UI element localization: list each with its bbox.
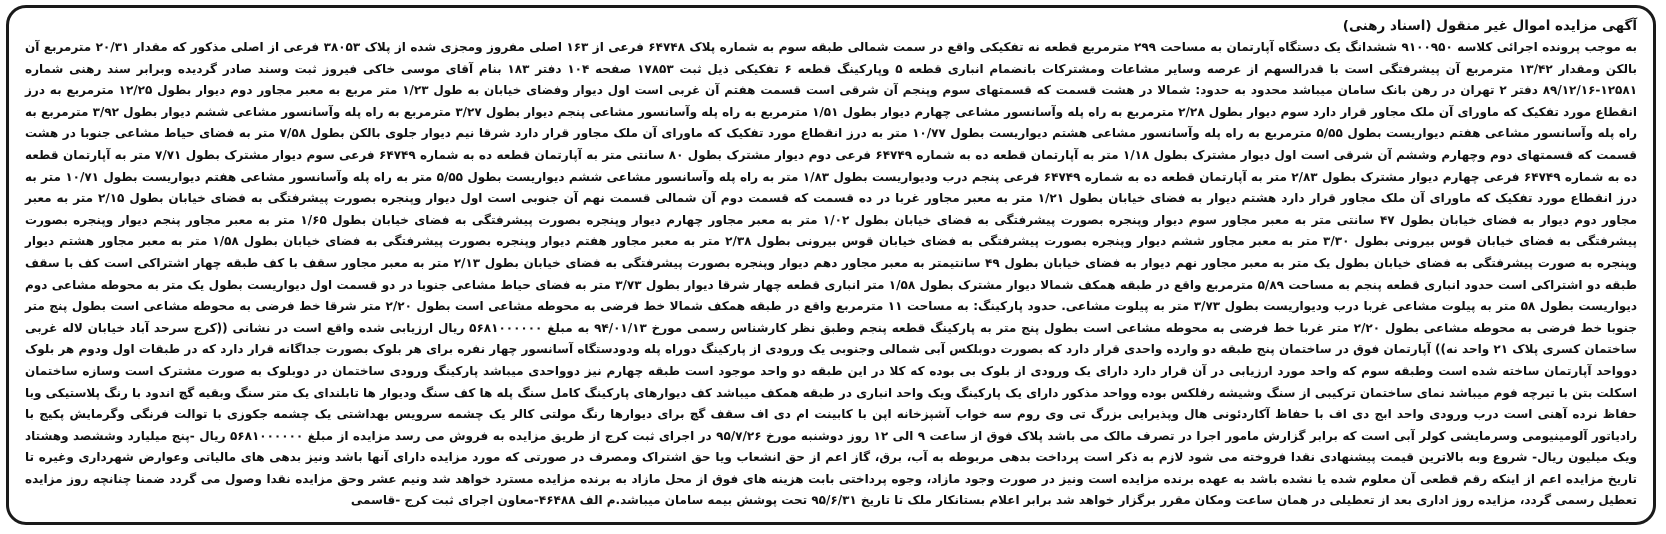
notice-body: به موجب پرونده اجرائی کلاسه ۹۱۰۰۹۵۰ ششدانگ یک دستگاه آپارتمان به مساحت ۲۹۹ مترمربع قطعه نه تفکیکی واقع در سمت شمالی طبقه سوم به شماره پلاک ۶۴۷۴۸ فرعی از ۱۶۳ اصلی مفروز ومجزی شده از پلاک ۳۸۰۵۳ فرعی از اصلی مذکور که مقدار ۲۰/۳۱ مترمربع آن بالکن ومقدار ۱۳/۴۲ مترمربع آن پیشرفتگی است با قدرالسهم از عرصه وسایر مشاعات ومشترکات بانضمام انباری قطعه ۵ وپارکینگ قطعه ۶ تفکیکی ذیل ثبت ۱۷۸۵۳ صفحه ۱۰۴ دفتر ۱۸۳ بنام آقای موسی خاکی فیروز ثبت وسند صادر گردیده وبرابر سند رهنی شماره ۱۲۵۸۱-۸۹/۱۲/۱۶ دفتر ۲ تهران در رهن بانک سامان میباشد محدود به حدود: شمالا در هشت قسمت که قسمتهای سوم وپنجم آن شرقی است قسمت هفتم آن غربی است اول دیوار وفضای خیابان به طول ۱/۲۳ متر مربع به معبر مجاور دوم دیوار بطول ۱۲/۲۵ مترمربع به درز انقطاع مورد تفکیک که ماورای آن ملک مجاور قرار دارد سوم دیوار بطول ۲/۲۸ مترمربع به راه پله وآسانسور مشاعی چهارم دیوار بطول ۱/۵۱ مترمربع به راه پله وآسانسور مشاعی پنجم دیوار بطول ۳/۲۷ مترمربع به راه پله وآسانسور مشاعی ششم دیوار بطول ۳/۹۲ مترمربع به راه پله وآسانسور مشاعی هفتم دیواریست بطول ۵/۵۵ مترمربع به راه پله وآسانسور مشاعی هشتم دیواریست بطول ۱۰/۷۷ متر به درز انقطاع مورد تفکیک که ماورای آن ملک مجاور قرار دارد شرقا نیم دیوار جلوی بالکن بطول ۷/۵۸ متر به فضای حیاط مشاعی جنوبا در هشت قسمت که قسمتهای دوم وچهارم وششم آن شرقی است اول دیوار مشترک بطول ۱/۱۸ متر به آپارتمان قطعه ده به شماره ۶۴۷۴۹ فرعی دوم دیوار مشترک بطول ۸۰ سانتی متر به آپارتمان قطعه ده به شماره ۶۴۷۴۹ فرعی سوم دیوار مشترک بطول ۷/۷۱ متر به آپارتمان قطعه ده به شماره ۶۴۷۴۹ فرعی چهارم دیوار مشترک بطول ۲/۸۳ متر به آپارتمان قطعه ده به شماره ۶۴۷۴۹ فرعی پنجم درب ودیواریست بطول ۱/۸۳ متر به راه پله وآسانسور مشاعی ششم دیواریست بطول ۵/۵۵ متر به راه پله وآسانسور مشاعی هفتم دیواریست بطول ۱۰/۷۱ متر به درز انقطاع مورد تفکیک که ماورای آن ملک مجاور قرار دارد هشتم دیوار به فضای خیابان بطول ۱/۲۱ متر به معبر مجاور غربا در ده قسمت که قسمت دوم آن شمالی قسمت نهم آن جنوبی است اول دیوار وپنجره بصورت پیشرفتگی به فضای خیابان بطول ۲/۱۵ متر به معبر مجاور دوم دیوار به فضای خیابان بطول ۴۷ سانتی متر به معبر مجاور سوم دیوار وپنجره بصورت پیشرفتگی به فضای خیابان بطول ۱/۰۲ متر به معبر مجاور چهارم دیوار وپنجره بصورت پیشرفتگی به فضای خیابان بطول ۱/۶۵ متر به معبر مجاور پنجم دیوار وپنجره بصورت پیشرفتگی به فضای خیابان قوس بیرونی بطول ۳/۳۰ متر به معبر مجاور ششم دیوار وپنجره بصورت پیشرفتگی به فضای خیابان قوس بیرونی بطول ۲/۳۸ متر به معبر مجاور هفتم دیوار وپنجره بصورت پیشرفتگی به فضای خیابان بطول ۱/۵۸ متر به معبر مجاور هشتم دیوار وپنجره به صورت پیشرفتگی به فضای خیابان بطول یک متر به معبر مجاور نهم دیوار به فضای خیابان بطول ۴۹ سانتیمتر به معبر مجاور دهم دیوار وپنجره بصورت پیشرفتگی به فضای خیابان بطول ۲/۱۳ متر به معبر مجاور سقف با کف طبقه چهار اشتراکی است کف با سقف طبقه دو اشتراکی است حدود انباری قطعه پنجم به مساحت ۵/۸۹ مترمربع واقع در طبقه همکف شمالا دیوار مشترک بطول ۱/۵۸ متر انباری قطعه چهار شرقا دیوار بطول ۳/۷۳ متر به فضای حیاط مشاعی جنوبا در دو قسمت اول دیواریست بطول یک متر به محوطه مشاعی دوم دیواریست بطول ۵۸ متر به پیلوت مشاعی غربا درب ودیواریست بطول ۳/۷۳ متر به پیلوت مشاعی. حدود پارکینگ: به مساحت ۱۱ مترمربع واقع در طبقه همکف شمالا خط فرضی به محوطه مشاعی است بطول ۲/۲۰ متر شرقا خط فرضی به محوطه مشاعی است بطول پنج متر جنوبا خط فرضی به محوطه مشاعی بطول ۲/۲۰ متر غربا خط فرضی به محوطه مشاعی است بطول پنج متر به پارکینگ قطعه پنجم وطبق نظر کارشناس رسمی مورخ ۹۴/۰۱/۱۳ به مبلغ ۵۶۸۱۰۰۰۰۰۰ ریال ارزیابی شده واقع است در نشانی ((کرج سرحد آباد خیابان لاله غربی ساختمان کسری پلاک ۲۱ واحد نه)) آپارتمان فوق در ساختمان پنج طبقه دو وارده واحدی قرار دارد که بصورت دوبلکس آبی شمالی وجنوبی یک ورودی از پارکینگ دوراه پله ودودستگاه آسانسور چهار نفره برای هر بلوک بصورت جداگانه قرار دارد که در طبقات اول ودوم هر بلوک دوواحد آپارتمان ساخته شده است وطبقه سوم که واحد مورد ارزیابی در آن قرار دارد دارای یک ورودی از بلوک بی بوده که کلا در این طبقه دو واحد موجود است طبقه چهارم نیز دوواحدی میباشد پارکینگ ورودی ساختمان در دوبلوک به صورت مشترک است وسازه ساختمان اسکلت بتن با تیرچه فوم میباشد نمای ساختمان ترکیبی از سنگ وشیشه رفلکس بوده وواحد مذکور دارای یک پارکینگ ویک واحد انباری در طبقه همکف میباشد کف دیوارهای پارکینگ کامل سنگ پله ها کف سنگ ودیوار ها تابلندای یک متر سنگ وبقیه گچ اندود با رنگ پلاستیکی وبا حفاظ نرده آهنی است درب ورودی واحد ابج دی اف با حفاظ آکاردئونی هال وپذیرایی بزرگ تی وی روم سه خواب آشپزخانه اپن با کابینت ام دی اف سقف گچ برای دیوارها رنگ مولتی کالر یک چشمه سرویس بهداشتی یک چشمه جکوزی با توالت فرنگی وگرمایش پکیج با رادیاتور آلومینیومی وسرمایشی کولر آبی است که برابر گزارش مامور اجرا در تصرف مالک می باشد پلاک فوق از ساعت ۹ الی ۱۲ روز دوشنبه مورخ ۹۵/۷/۲۶ در اجرای ثبت کرج از طریق مزایده به فروش می رسد مزایده از مبلغ ۵۶۸۱۰۰۰۰۰۰ ریال -پنج میلیارد وششصد وهشتاد ویک میلیون ریال- شروع وبه بالاترین قیمت پیشنهادی نقدا فروخته می شود لازم به ذکر است پرداخت بدهی مربوطه به آب، برق، گاز اعم از حق انشعاب ویا حق اشتراک ومصرف در صورتی که مورد مزایده دارای آنها باشد ونیز بدهی های مالیاتی وعوارض شهرداری وغیره تا تاریخ مزایده اعم از اینکه رقم قطعی آن معلوم شده یا نشده باشد به عهده برنده مزایده است ونیز در صورت وجود مازاد، وجوه پرداختی بابت هزینه های فوق از محل مازاد به برنده مزایده مسترد خواهد شد ونیم عشر وحق مزایده نقدا وصول می گردد ضمنا چنانچه روز مزایده تعطیل رسمی گردد، مزایده روز اداری بعد از تعطیلی در همان ساعت ومکان مقرر برگزار خواهد شد برابر اعلام بستانکار ملک تا تاریخ ۹۵/۶/۳۱ تحت پوشش بیمه سامان میباشد.م الف ۴۶۴۸۸-معاون اجرای ثبت کرج -قاسمی <box>25 40 1638 508</box>
notice-title: آگهی مزایده اموال غیر منقول (اسناد رهنی) <box>1342 18 1637 34</box>
notice-frame <box>6 5 1656 525</box>
